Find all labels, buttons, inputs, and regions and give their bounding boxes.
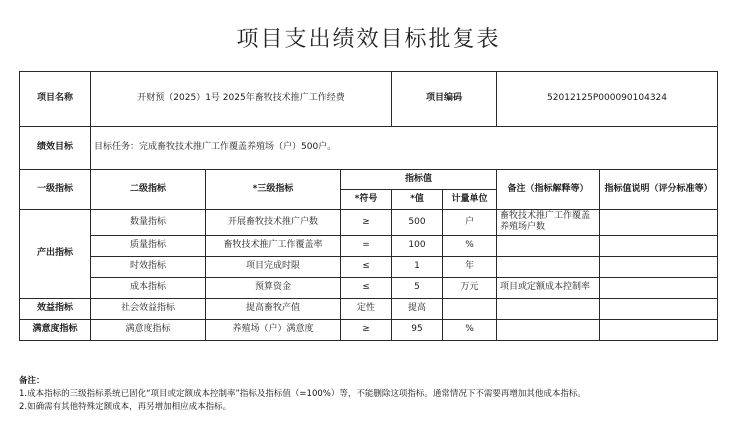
group-benefit: 效益指标 (20, 298, 91, 319)
explain-cell (600, 210, 718, 236)
level3-cell: 开展畜牧技术推广户数 (206, 210, 341, 236)
table-row (20, 277, 718, 298)
table-row (20, 235, 718, 256)
symbol-cell: ≥ (341, 319, 392, 340)
explain-cell (600, 256, 718, 277)
level3-cell: 提高畜牧产值 (206, 298, 341, 319)
header-remark: 备注（指标解释等） (497, 170, 600, 210)
notes-section (19, 375, 719, 414)
symbol-cell: ≥ (341, 210, 392, 236)
header-row-1 (20, 170, 718, 190)
remark-cell: 项目或定额成本控制率 (497, 277, 600, 298)
group-output: 产出指标 (20, 210, 91, 299)
symbol-cell: = (341, 235, 392, 256)
performance-target-table (19, 71, 718, 341)
level2-cell: 数量指标 (91, 210, 206, 236)
goal-label: 绩效目标 (20, 127, 91, 170)
unit-cell: % (443, 235, 497, 256)
level3-cell: 项目完成时限 (206, 256, 341, 277)
group-satisfaction: 满意度指标 (20, 319, 91, 340)
level2-cell: 满意度指标 (91, 319, 206, 340)
unit-cell (443, 298, 497, 319)
header-level1: 一级指标 (20, 170, 91, 210)
header-level3: *三级指标 (206, 170, 341, 210)
remark-cell (497, 319, 600, 340)
table-row (20, 256, 718, 277)
symbol-cell: 定性 (341, 298, 392, 319)
note-line-1: 1.成本指标的三级指标系统已固化“项目或定额成本控制率”指标及指标值（=100%）等，不能删除这项指标。通常情况下不需要再增加其他成本指标。 (19, 389, 586, 399)
header-explain: 指标值说明（评分标准等） (600, 170, 718, 210)
level2-cell: 时效指标 (91, 256, 206, 277)
header-symbol: *符号 (341, 190, 392, 210)
value-cell: 100 (392, 235, 443, 256)
level3-cell: 养殖场（户）满意度 (206, 319, 341, 340)
explain-cell (600, 298, 718, 319)
unit-cell: % (443, 319, 497, 340)
explain-cell (600, 319, 718, 340)
value-cell: 提高 (392, 298, 443, 319)
header-unit: 计量单位 (443, 190, 497, 210)
project-name-value: 开财预（2025）1号 2025年畜牧技术推广工作经费 (91, 72, 392, 127)
remark-cell (497, 298, 600, 319)
level2-cell: 社会效益指标 (91, 298, 206, 319)
value-cell: 500 (392, 210, 443, 236)
table-row (20, 319, 718, 340)
project-code-label: 项目编码 (392, 72, 497, 127)
goal-text: 目标任务：完成畜牧技术推广工作覆盖养殖场（户）500户。 (91, 127, 718, 170)
unit-cell: 年 (443, 256, 497, 277)
symbol-cell: ≤ (341, 277, 392, 298)
page-title: 项目支出绩效目标批复表 (236, 27, 501, 52)
header-level2: 二级指标 (91, 170, 206, 210)
explain-cell (600, 277, 718, 298)
value-cell: 5 (392, 277, 443, 298)
level3-cell: 预算资金 (206, 277, 341, 298)
value-cell: 95 (392, 319, 443, 340)
level2-cell: 质量指标 (91, 235, 206, 256)
table-row (20, 298, 718, 319)
project-row (20, 72, 718, 127)
table-row (20, 210, 718, 236)
level2-cell: 成本指标 (91, 277, 206, 298)
remark-cell (497, 235, 600, 256)
remark-cell (497, 256, 600, 277)
project-name-label: 项目名称 (20, 72, 91, 127)
explain-cell (600, 235, 718, 256)
unit-cell: 户 (443, 210, 497, 236)
symbol-cell: ≤ (341, 256, 392, 277)
header-value-group: 指标值 (341, 170, 497, 190)
note-line-2: 2.如确需有其他特殊定额成本，再另增加相应成本指标。 (19, 402, 232, 412)
unit-cell: 万元 (443, 277, 497, 298)
level3-cell: 畜牧技术推广工作覆盖率 (206, 235, 341, 256)
remark-cell: 畜牧技术推广工作覆盖养殖场户数 (497, 210, 600, 236)
project-code-value: 52012125P000090104324 (497, 72, 718, 127)
header-value: *值 (392, 190, 443, 210)
value-cell: 1 (392, 256, 443, 277)
notes-heading: 备注： (19, 376, 45, 386)
goal-row (20, 127, 718, 170)
